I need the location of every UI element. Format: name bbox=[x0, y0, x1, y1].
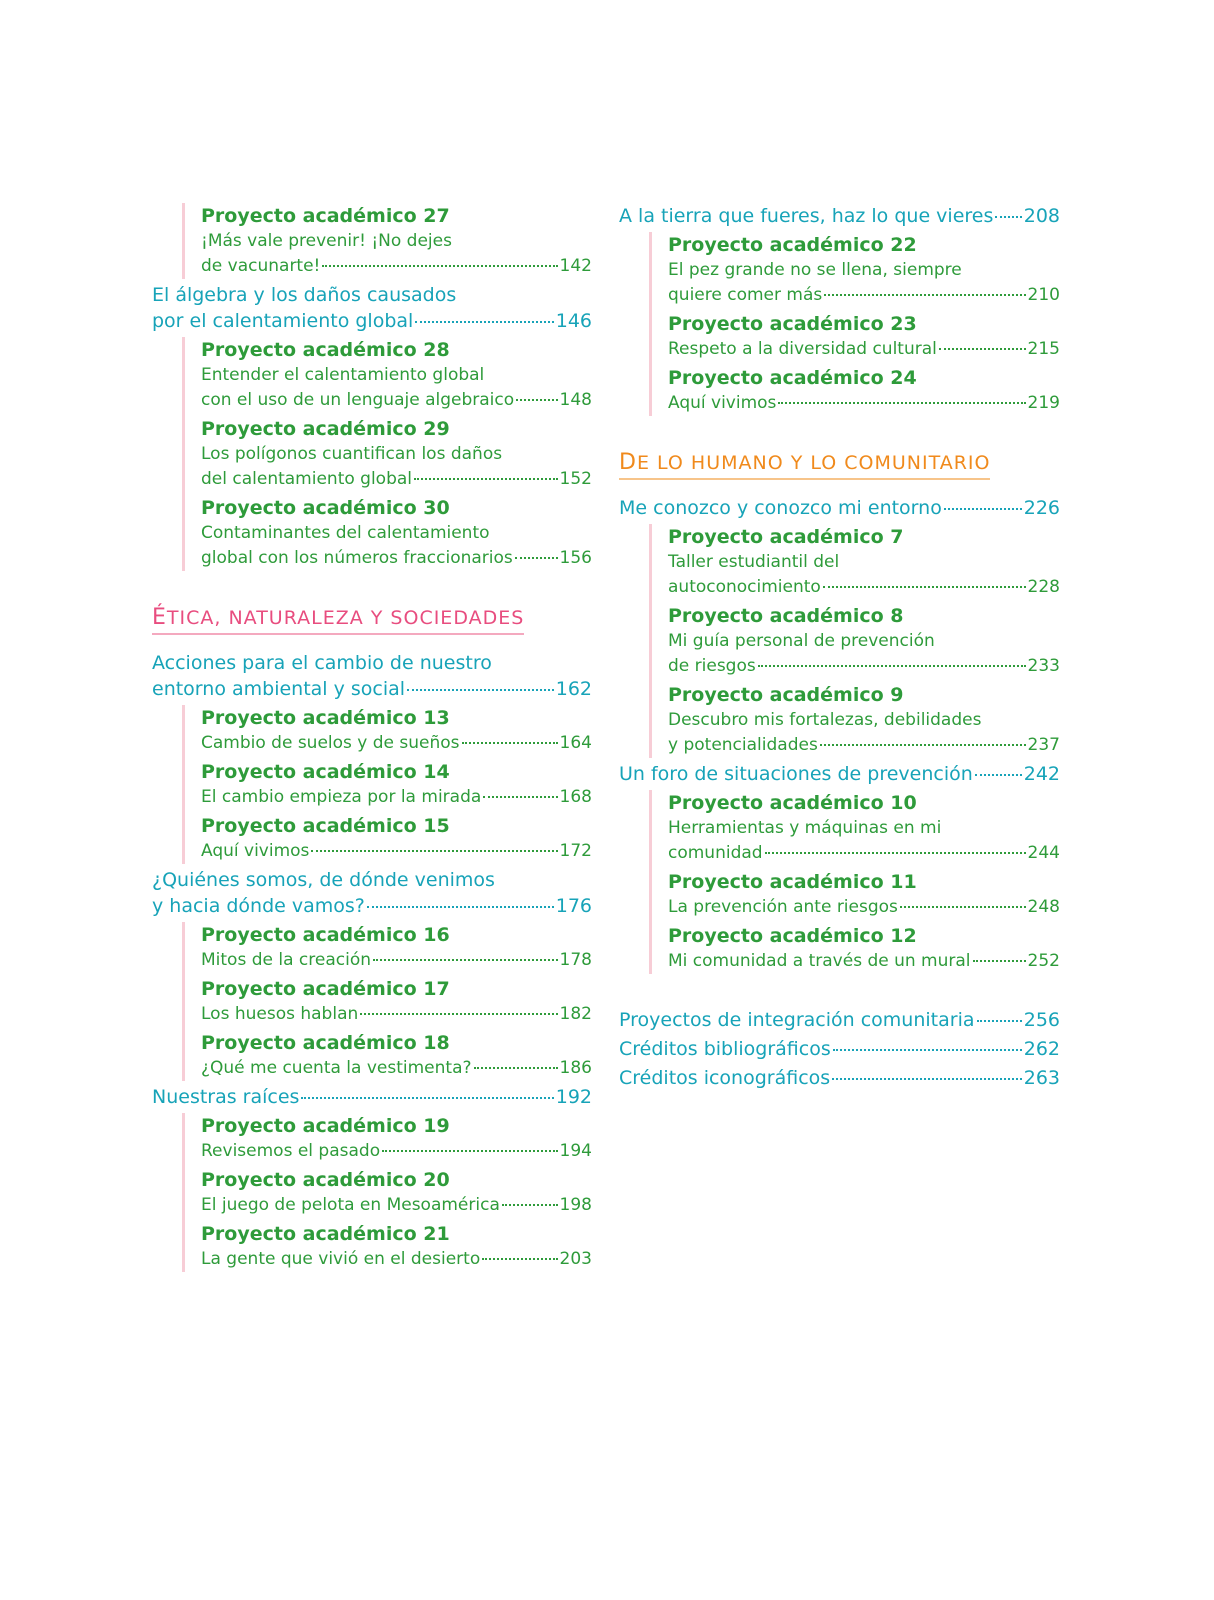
entry-title: Aquí vivimos bbox=[668, 393, 777, 413]
page-number: 176 bbox=[555, 895, 592, 917]
entry-title: Contaminantes del calentamiento bbox=[201, 523, 490, 543]
toc-entry[interactable] bbox=[668, 337, 1060, 362]
project-group bbox=[182, 1113, 592, 1272]
chapter-entry[interactable] bbox=[619, 1007, 1060, 1033]
project-heading: Proyecto académico 29 bbox=[201, 418, 450, 440]
chapter-entry[interactable] bbox=[152, 1084, 592, 1110]
project-heading: Proyecto académico 15 bbox=[201, 815, 450, 837]
dot-leader bbox=[778, 402, 1025, 404]
dot-leader bbox=[414, 478, 558, 480]
toc-entry[interactable] bbox=[668, 258, 1060, 308]
entry-title: comunidad bbox=[668, 843, 763, 863]
page-number: 263 bbox=[1023, 1067, 1060, 1089]
page-number: 262 bbox=[1023, 1038, 1060, 1060]
dot-leader bbox=[944, 508, 1022, 510]
toc-entry[interactable] bbox=[201, 1139, 592, 1164]
project-heading: Proyecto académico 27 bbox=[201, 205, 450, 227]
entry-title: Los polígonos cuantifican los daños bbox=[201, 444, 503, 464]
dot-leader bbox=[462, 742, 558, 744]
dot-leader bbox=[407, 689, 554, 691]
project-heading: Proyecto académico 12 bbox=[668, 925, 917, 947]
project-heading: Proyecto académico 18 bbox=[201, 1032, 450, 1054]
project-heading: Proyecto académico 7 bbox=[668, 526, 904, 548]
project-heading: Proyecto académico 30 bbox=[201, 497, 450, 519]
dot-leader bbox=[483, 796, 557, 798]
dot-leader bbox=[900, 906, 1026, 908]
page-number: 164 bbox=[559, 733, 592, 753]
page-number: 203 bbox=[559, 1249, 592, 1269]
section-heading bbox=[152, 605, 524, 635]
toc-entry[interactable] bbox=[201, 521, 592, 571]
dot-leader bbox=[977, 1020, 1022, 1022]
page-number: 142 bbox=[559, 256, 592, 276]
toc-entry[interactable] bbox=[201, 1247, 592, 1272]
dot-leader bbox=[820, 744, 1026, 746]
page-number: 228 bbox=[1027, 577, 1060, 597]
entry-title: Herramientas y máquinas en mi bbox=[668, 818, 942, 838]
entry-title: y potencialidades bbox=[668, 735, 818, 755]
page-number: 252 bbox=[1027, 951, 1060, 971]
entry-title: El juego de pelota en Mesoamérica bbox=[201, 1195, 500, 1215]
entry-title: del calentamiento global bbox=[201, 469, 413, 489]
page-number: 172 bbox=[559, 841, 592, 861]
dot-leader bbox=[360, 1013, 557, 1015]
chapter-entry[interactable] bbox=[619, 1065, 1060, 1091]
toc-entry[interactable] bbox=[201, 229, 592, 279]
page-number: 156 bbox=[559, 548, 592, 568]
project-group bbox=[649, 790, 1060, 974]
chapter-title: Créditos bibliográficos bbox=[619, 1038, 831, 1060]
page-number: 182 bbox=[559, 1004, 592, 1024]
entry-title: de riesgos bbox=[668, 656, 756, 676]
chapter-title: Proyectos de integración comunitaria bbox=[619, 1009, 975, 1031]
dot-leader bbox=[482, 1258, 557, 1260]
page-number: 168 bbox=[559, 787, 592, 807]
page-number: 162 bbox=[555, 678, 592, 700]
dot-leader bbox=[382, 1150, 557, 1152]
page-number: 226 bbox=[1023, 497, 1060, 519]
page-number: 244 bbox=[1027, 843, 1060, 863]
section-heading bbox=[619, 450, 990, 480]
entry-title: Los huesos hablan bbox=[201, 1004, 359, 1024]
chapter-title: por el calentamiento global bbox=[152, 310, 414, 332]
project-heading: Proyecto académico 11 bbox=[668, 871, 917, 893]
toc-entry[interactable] bbox=[201, 442, 592, 492]
page-number: 192 bbox=[555, 1086, 592, 1108]
toc-entry[interactable] bbox=[201, 839, 592, 864]
dot-leader bbox=[502, 1204, 558, 1206]
dot-leader bbox=[973, 960, 1026, 962]
entry-title: autoconocimiento bbox=[668, 577, 821, 597]
chapter-title: El álgebra y los daños causados bbox=[152, 284, 457, 306]
entry-title: Mi guía personal de prevención bbox=[668, 631, 935, 651]
dot-leader bbox=[367, 906, 554, 908]
project-heading: Proyecto académico 23 bbox=[668, 313, 917, 335]
dot-leader bbox=[516, 399, 557, 401]
project-heading: Proyecto académico 14 bbox=[201, 761, 450, 783]
section-initial: É bbox=[152, 605, 167, 630]
page-number: 186 bbox=[559, 1058, 592, 1078]
entry-title: La prevención ante riesgos bbox=[668, 897, 898, 917]
dot-leader bbox=[474, 1067, 558, 1069]
page-number: 208 bbox=[1023, 205, 1060, 227]
chapter-title: y hacia dónde vamos? bbox=[152, 895, 365, 917]
entry-title: Respeto a la diversidad cultural bbox=[668, 339, 937, 359]
chapter-entry[interactable] bbox=[619, 495, 1060, 521]
dot-leader bbox=[322, 265, 557, 267]
project-group bbox=[182, 705, 592, 864]
toc-entry[interactable] bbox=[668, 895, 1060, 920]
project-group bbox=[649, 232, 1060, 416]
section-title-text: TICA, NATURALEZA Y SOCIEDADES bbox=[166, 607, 525, 629]
project-group bbox=[649, 524, 1060, 758]
chapter-entry[interactable] bbox=[152, 867, 592, 919]
toc-right-column bbox=[619, 200, 1060, 1091]
project-group bbox=[182, 337, 592, 571]
project-heading: Proyecto académico 9 bbox=[668, 684, 904, 706]
dot-leader bbox=[832, 1078, 1022, 1080]
toc-entry[interactable] bbox=[201, 1002, 592, 1027]
page-number: 146 bbox=[555, 310, 592, 332]
entry-title: El cambio empieza por la mirada bbox=[201, 787, 482, 807]
entry-title: Cambio de suelos y de sueños bbox=[201, 733, 460, 753]
entry-title: Descubro mis fortalezas, debilidades bbox=[668, 710, 982, 730]
dot-leader bbox=[833, 1049, 1022, 1051]
section-initial: D bbox=[619, 450, 637, 475]
chapter-title: entorno ambiental y social bbox=[152, 678, 406, 700]
dot-leader bbox=[415, 321, 553, 323]
page-number: 248 bbox=[1027, 897, 1060, 917]
project-heading: Proyecto académico 28 bbox=[201, 339, 450, 361]
entry-title: Mi comunidad a través de un mural bbox=[668, 951, 971, 971]
entry-title: Mitos de la creación bbox=[201, 950, 371, 970]
entry-title: de vacunarte! bbox=[201, 256, 321, 276]
page-number: 198 bbox=[559, 1195, 592, 1215]
toc-entry[interactable] bbox=[201, 948, 592, 973]
project-heading: Proyecto académico 13 bbox=[201, 707, 450, 729]
page-number: 210 bbox=[1027, 285, 1060, 305]
page-number: 152 bbox=[559, 469, 592, 489]
page-number: 237 bbox=[1027, 735, 1060, 755]
page-number: 242 bbox=[1023, 763, 1060, 785]
chapter-title: Nuestras raíces bbox=[152, 1086, 300, 1108]
toc-entry[interactable] bbox=[668, 550, 1060, 600]
chapter-title: Acciones para el cambio de nuestro bbox=[152, 652, 492, 674]
dot-leader bbox=[824, 294, 1025, 296]
toc-entry[interactable] bbox=[668, 391, 1060, 416]
entry-title: quiere comer más bbox=[668, 285, 823, 305]
project-group bbox=[182, 922, 592, 1081]
spacer bbox=[619, 976, 1060, 1004]
entry-title: Entender el calentamiento global bbox=[201, 365, 485, 385]
page-number: 233 bbox=[1027, 656, 1060, 676]
dot-leader bbox=[995, 216, 1021, 218]
dot-leader bbox=[939, 348, 1026, 350]
entry-title: La gente que vivió en el desierto bbox=[201, 1249, 481, 1269]
chapter-title: Me conozco y conozco mi entorno bbox=[619, 497, 942, 519]
toc-entry[interactable] bbox=[668, 629, 1060, 679]
entry-title: global con los números fraccionarios bbox=[201, 548, 513, 568]
chapter-entry[interactable] bbox=[152, 650, 592, 702]
entry-title: ¡Más vale prevenir! ¡No dejes bbox=[201, 231, 452, 251]
toc-entry[interactable] bbox=[201, 731, 592, 756]
chapter-entry[interactable] bbox=[152, 282, 592, 334]
page-number: 194 bbox=[559, 1141, 592, 1161]
toc-entry[interactable] bbox=[668, 708, 1060, 758]
toc-entry[interactable] bbox=[668, 949, 1060, 974]
chapter-title: Créditos iconográficos bbox=[619, 1067, 831, 1089]
project-heading: Proyecto académico 22 bbox=[668, 234, 917, 256]
chapter-title: Un foro de situaciones de prevención bbox=[619, 763, 973, 785]
page-number: 215 bbox=[1027, 339, 1060, 359]
toc-entry[interactable] bbox=[201, 363, 592, 413]
project-heading: Proyecto académico 20 bbox=[201, 1169, 450, 1191]
toc-entry[interactable] bbox=[201, 1193, 592, 1218]
project-heading: Proyecto académico 16 bbox=[201, 924, 450, 946]
toc-entry[interactable] bbox=[201, 1056, 592, 1081]
entry-title: Revisemos el pasado bbox=[201, 1141, 381, 1161]
dot-leader bbox=[301, 1097, 553, 1099]
dot-leader bbox=[758, 665, 1026, 667]
dot-leader bbox=[975, 774, 1022, 776]
project-heading: Proyecto académico 21 bbox=[201, 1223, 450, 1245]
entry-title: con el uso de un lenguaje algebraico bbox=[201, 390, 515, 410]
dot-leader bbox=[311, 850, 557, 852]
dot-leader bbox=[373, 959, 558, 961]
page-number: 178 bbox=[559, 950, 592, 970]
project-heading: Proyecto académico 24 bbox=[668, 367, 917, 389]
dot-leader bbox=[515, 557, 558, 559]
section-title-text: E LO HUMANO Y LO COMUNITARIO bbox=[636, 452, 991, 474]
entry-title: Aquí vivimos bbox=[201, 841, 310, 861]
toc-entry[interactable] bbox=[668, 816, 1060, 866]
toc-left-column bbox=[152, 200, 592, 1274]
chapter-title: ¿Quiénes somos, de dónde venimos bbox=[152, 869, 495, 891]
chapter-entry[interactable] bbox=[619, 1036, 1060, 1062]
dot-leader bbox=[765, 852, 1026, 854]
chapter-entry[interactable] bbox=[619, 203, 1060, 229]
project-heading: Proyecto académico 8 bbox=[668, 605, 904, 627]
dot-leader bbox=[823, 586, 1026, 588]
project-heading: Proyecto académico 19 bbox=[201, 1115, 450, 1137]
project-group bbox=[182, 203, 592, 279]
page-number: 148 bbox=[559, 390, 592, 410]
entry-title: Taller estudiantil del bbox=[668, 552, 840, 572]
entry-title: ¿Qué me cuenta la vestimenta? bbox=[201, 1058, 472, 1078]
entry-title: El pez grande no se llena, siempre bbox=[668, 260, 962, 280]
page-number: 256 bbox=[1023, 1009, 1060, 1031]
chapter-entry[interactable] bbox=[619, 761, 1060, 787]
chapter-title: A la tierra que fueres, haz lo que vieres bbox=[619, 205, 994, 227]
page-number: 219 bbox=[1027, 393, 1060, 413]
project-heading: Proyecto académico 10 bbox=[668, 792, 917, 814]
project-heading: Proyecto académico 17 bbox=[201, 978, 450, 1000]
toc-entry[interactable] bbox=[201, 785, 592, 810]
